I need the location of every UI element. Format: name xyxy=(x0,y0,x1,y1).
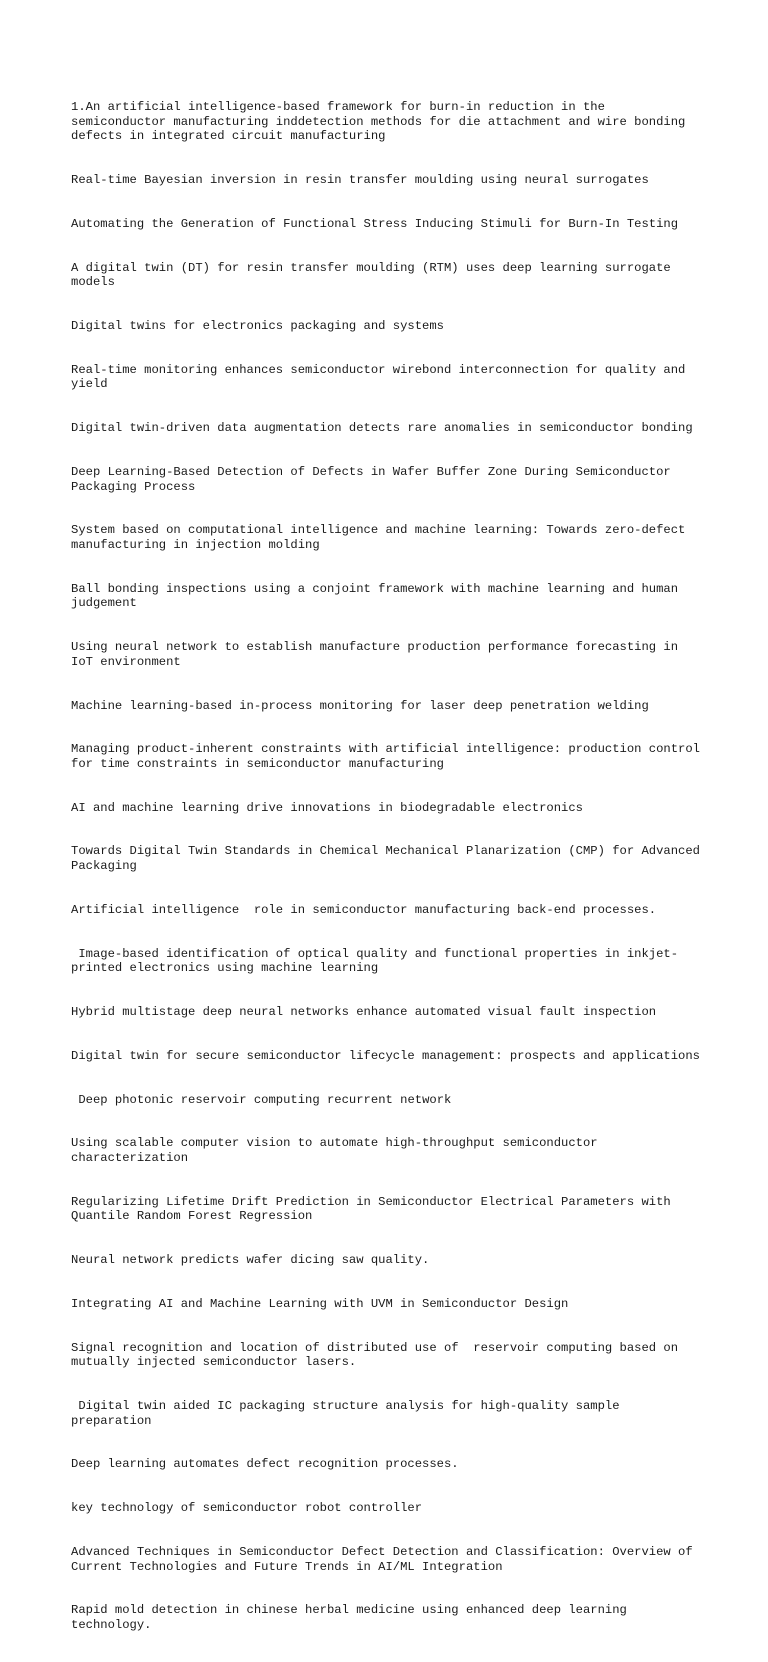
list-item: Signal recognition and location of distributed use of reservoir computing based on mutually injected semiconductor lasers. xyxy=(71,1340,686,1370)
list-item: Managing product-inherent constraints with artificial intelligence: production control for time constraints in semiconductor manufacturing xyxy=(71,742,708,771)
list-item: Real-time Bayesian inversion in resin transfer moulding using neural surrogates xyxy=(71,173,649,188)
list-item: Digital twin aided IC packaging structure analysis for high-quality sample preparation xyxy=(71,1399,627,1428)
list-item: Digital twin for secure semiconductor lifecycle management: prospects and applications xyxy=(71,1048,700,1063)
list-item: Digital twins for electronics packaging and systems xyxy=(71,319,444,334)
list-item: Deep Learning-Based Detection of Defects in Wafer Buffer Zone During Semiconductor Packaging Process xyxy=(71,465,679,494)
list-item: Regularizing Lifetime Drift Prediction in Semiconductor Electrical Parameters with Quantile Random Forest Regression xyxy=(71,1194,679,1224)
list-item: Deep photonic reservoir computing recurrent network xyxy=(71,1092,452,1107)
list-item: Artificial intelligence role in semiconductor manufacturing back-end processes. xyxy=(71,902,657,917)
list-item: Neural network predicts wafer dicing saw quality. xyxy=(71,1253,430,1268)
list-item: Real-time monitoring enhances semiconductor wirebond interconnection for quality and yield xyxy=(71,362,693,392)
list-item: A digital twin (DT) for resin transfer moulding (RTM) uses deep learning surrogate models xyxy=(71,260,679,290)
list-item: AI and machine learning drive innovations in biodegradable electronics xyxy=(71,800,583,815)
list-item: 1.An artificial intelligence-based framework for burn-in reduction in the semiconductor manufacturing inddetection methods for die attachment and wire bonding defects in integrated circuit manufacturing xyxy=(71,100,693,144)
list-item: Deep learning automates defect recognition processes. xyxy=(71,1457,459,1472)
list-item: Image-based identification of optical quality and functional properties in inkjet-printed electronics using machine learning xyxy=(71,946,679,976)
list-item: System based on computational intelligence and machine learning: Towards zero-defect manufacturing in injection molding xyxy=(71,523,693,552)
list-item: Using neural network to establish manufacture production performance forecasting in IoT environment xyxy=(71,640,686,669)
list-item: key technology of semiconductor robot controller xyxy=(71,1501,423,1516)
list-item: Integrating AI and Machine Learning with UVM in Semiconductor Design xyxy=(71,1296,569,1311)
list-item: Rapid mold detection in chinese herbal medicine using enhanced deep learning technology. xyxy=(71,1603,635,1632)
list-item: Digital twin-driven data augmentation detects rare anomalies in semiconductor bonding xyxy=(71,421,693,436)
document-body xyxy=(71,71,708,1662)
list-item: Using scalable computer vision to automate high-throughput semiconductor characterization xyxy=(71,1136,605,1165)
list-item: Towards Digital Twin Standards in Chemical Mechanical Planarization (CMP) for Advanced Packaging xyxy=(71,844,708,874)
list-item: Ball bonding inspections using a conjoint framework with machine learning and human judgement xyxy=(71,581,686,611)
list-item: Hybrid multistage deep neural networks enhance automated visual fault inspection xyxy=(71,1005,657,1019)
list-item: Advanced Techniques in Semiconductor Defect Detection and Classification: Overview of Current Technologies and Future Trends in AI/ML Integration xyxy=(71,1544,700,1574)
list-item: Automating the Generation of Functional Stress Inducing Stimuli for Burn-In Testing xyxy=(71,216,679,231)
list-item: Machine learning-based in-process monitoring for laser deep penetration welding xyxy=(71,698,649,713)
